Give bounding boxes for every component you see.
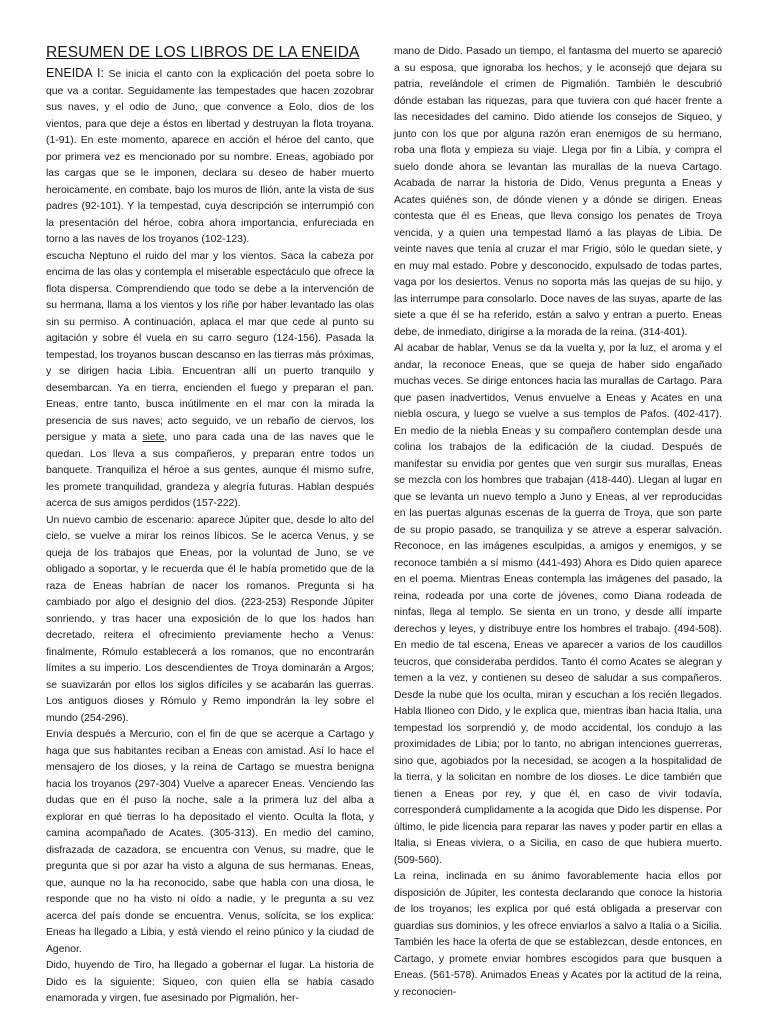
paragraph-reina: La reina, inclinada en su ánimo favorablemente hacia ellos por disposición de Júpiter, les contesta declarando que conoce la historia de los troyanos; les explica por qué está obligada a preservar con guardias sus dominios, y les ofrece enviarlos a salvo a Italia o a Sicilia. También les hace la oferta de que se establezcan, desde entonces, en Cartago, y promete enviar hombres escogidos para que busquen a Eneas. (561-578). Animados Eneas y Acates por la actitud de la reina, y reconocien-: [394, 871, 722, 998]
paragraph-venus-niebla: Al acabar de hablar, Venus se da la vuelta y, por la luz, el aroma y el andar, la reconoce Eneas, que se queja de haber sido engañado muchas veces. Se dirige entonces hacia las murallas de Cartago. Para que pasen inadvertidos, Venus envuelve a Eneas y Acates en una niebla oscura, y luego se vuelve a sus templos de Pafos. (402-417). En medio de la niebla Eneas y su compañero contemplan desde una colina los trabajos de la edificación de la ciudad. Después de manifestar su envidia por gentes que ven surgir sus murallas, Eneas se mezcla con los hombres que trabajan (418-440). Llegan al lugar en que se levanta un nuevo templo a Juno y Eneas, al ver reproducidas en las puertas algunas escenas de la guerra de Troya, que son parte de su propio pasado, se tranquiliza y se atreve a esperar salvación. Reconoce, en las imágenes esculpidas, a amigos y enemigos, y se reconoce también a sí mismo (441-493) Ahora es Dido quien aparece en el poema. Mientras Eneas contempla las imágenes del pasado, la reina, rodeada por una corte de jóvenes, como Diana rodeada de ninfas, llega al templo. Se sienta en un trono, y desde allí imparte derechos y leyes, y distribuye entre los hombres el trabajo. (494-508). En medio de tal escena, Eneas ve aparecer a varios de los caudillos teucros, que consideraba perdidos. Tanto él como Acates se alegran y temen a la vez, y contienen su deseo de saludar a sus compañeros. Desde la nube que los oculta, miran y escuchan a los recién llegados. Habla Ilioneo con Dido, y le explica que, mientras iban hacia Italia, una tempestad los sorprendió y, de modo accidental, los condujo a las proximidades de Libia; por lo tanto, no abrigan intenciones guerreras, sino que, agobiados por la necesidad, se acogen a la hospitalidad de la tierra, y la solicitan en nombre de los dioses. Le dice también que tienen a Eneas por rey, y que él, en caso de vivir todavía, corresponderá cumplidamente a la acogida que Dido les dispense. Por último, le pide licencia para reparar las naves y poder partir en ellas a Italia, si Eneas viviera, o a Sicilia, en caso de que hubiera muerto. (509-560).: [394, 343, 722, 866]
left-column: [46, 44, 374, 1008]
paragraph-dido: Dido, huyendo de Tiro, ha llegado a gobernar el lugar. La historia de Dido es la siguiente: Siqueo, con quien ella se había casado enamorada y virgen, fue asesinado por Pigmalión, her-: [46, 960, 374, 1004]
paragraph-eneida-1: [46, 65, 374, 249]
paragraph-text: , uno para cada una de las naves que le quedan. Los lleva a sus compañeros, y preparan entre todos un banquete. Tranquiliza el héroe a sus gentes, aunque él mismo sufre, les promete tranquilidad, grandeza y alegría futuras. Hablan después acerca de sus amigos perdidos (157-222).: [46, 432, 374, 509]
paragraph-mercurio: Envía después a Mercurio, con el fin de que se acerque a Cartago y haga que sus habitantes reciban a Eneas con amistad. Así lo hace el mensajero de los dioses, y la reina de Cartago se muestra benigna hacia los troyanos (297-304) Vuelve a aparecer Eneas. Venciendo las dudas que en él puso la noche, sale a la primera luz del alba a explorar en qué tierras lo ha depositado el viento. Oculta la flota, y camina acompañado de Acates. (305-313). En medio del camino, disfrazada de cazadora, se encuentra con Venus, su madre, que le pregunta que si por azar ha visto a alguna de sus hermanas. Eneas, que, aunque no la ha reconocido, sabe que habla con una diosa, le responde que no ha visto ni oído a nadie, y le pregunta a su vez acerca del país donde se encuentra. Venus, solícita, se los explica: Eneas ha llegado a Libia, y está viendo el reino púnico y la ciudad de Agenor.: [46, 729, 374, 955]
paragraph-siqueo: mano de Dido. Pasado un tiempo, el fantasma del muerto se apareció a su esposa, que ignoraba los hechos, y le aconsejó que dejara su patria, revelándole el crimen de Pigmalión. También le descubrió dónde estaban las riquezas, para que tuviera con qué hacer frente a las necesidades del camino. Dido atiende los consejos de Siqueo, y junto con los que por alguna razón eran enemigos de su hermano, roba una flota y empieza su viaje. Llega por fin a Libia, y compra el suelo donde ahora se levantan las murallas de la nueva Cartago. Acabada de narrar la historia de Dido, Venus pregunta a Eneas y Acates quiénes son, de dónde vienen y a dónde se dirigen. Eneas contesta que él es Eneas, que lleva consigo los penates de Troya vencida, y a quien una tempestad llamó a las playas de Libia. De veinte naves que tenía al cruzar el mar Frigio, sólo le quedan siete, y en muy mal estado. Pobre y desconocido, expulsado de todas partes, vaga por los desiertos. Venus no soporta más las quejas de su hijo, y las interrumpe para consolarlo. Doce naves de las suyas, aparte de las siete a que él se ha referido, están a salvo y entran a puerto. Eneas debe, de inmediato, dirigirse a la morada de la reina. (314-401).: [394, 46, 722, 338]
paragraph-jupiter: Un nuevo cambio de escenario: aparece Júpiter que, desde lo alto del cielo, se vuelve a mirar los reinos líbicos. Se le acerca Venus, y se queja de los trabajos que Eneas, por la voluntad de Juno, se ve obligado a soportar, y le recuerda que él le había prometido que de la raza de Eneas habrían de nacer los romanos. Pregunta si ha cambiado por algo el designio del dios. (223-253) Responde Júpiter sonriendo, y tras hacer una exposición de lo que los hados han decretado, reitera el ofrecimiento previamente hecho a Venus: finalmente, Rómulo establecerá a los romanos, que no encontrarán límites a su imperio. Los descendientes de Troya dominarán a Argos; se suavizarán por ellos los siglos difíciles y se acabarán las guerras. Los antiguos dioses y Rómulo y Remo impondrán la ley sobre el mundo (254-296).: [46, 514, 374, 724]
right-column: [394, 44, 722, 1001]
paragraph-neptuno: [46, 249, 374, 513]
book-label: ENEIDA I:: [46, 66, 104, 80]
underlined-word: siete: [142, 432, 165, 443]
page-title: RESUMEN DE LOS LIBROS DE LA ENEIDA: [46, 44, 360, 61]
paragraph-text: Se inicia el canto con la explicación del poeta sobre lo que va a contar. Seguidamente las tempestades que hacen zozobrar sus naves, y el odio de Juno, que convence a Eolo, dios de los vientos, para que deje a éstos en libertad y destruyan la flota troyana. (1-91). En este momento, aparece en acción el héroe del canto, que por primera vez es mencionado por su nombre. Eneas, agobiado por las cargas que se le imponen, declara su deseo de haber muerto heroicamente, en combate, bajo los muros de Ilión, ante la vista de sus padres (92-101). Y la tempestad, cuya descripción se interrumpió con la presentación del héroe, cobra ahora importancia, enfureciada en torno a las naves de los troyanos (102-123).: [46, 69, 374, 245]
paragraph-text: escucha Neptuno el ruido del mar y los vientos. Saca la cabeza por encima de las olas y contempla el miserable espectáculo que ofrece la flota dispersa. Comprendiendo que todo se debe a la intervención de su hermana, llama a los vientos y los riñe por haber levantado las olas sin su permiso. A continuación, aplaca el mar que cede al punto su agitación y sobre él vuela en su carro seguro (124-156). Pasada la tempestad, los troyanos buscan descanso en las tierras más próximas, y se dirigen hacia Libia. Encuentran allí un puerto tranquilo y desembarcan. Ya en tierra, encienden el fuego y preparan el pan. Eneas, entre tanto, busca inútilmente en el mar con la mirada la presencia de sus naves; acto seguido, ve un rebaño de ciervos, los persigue y mata a: [46, 250, 374, 443]
